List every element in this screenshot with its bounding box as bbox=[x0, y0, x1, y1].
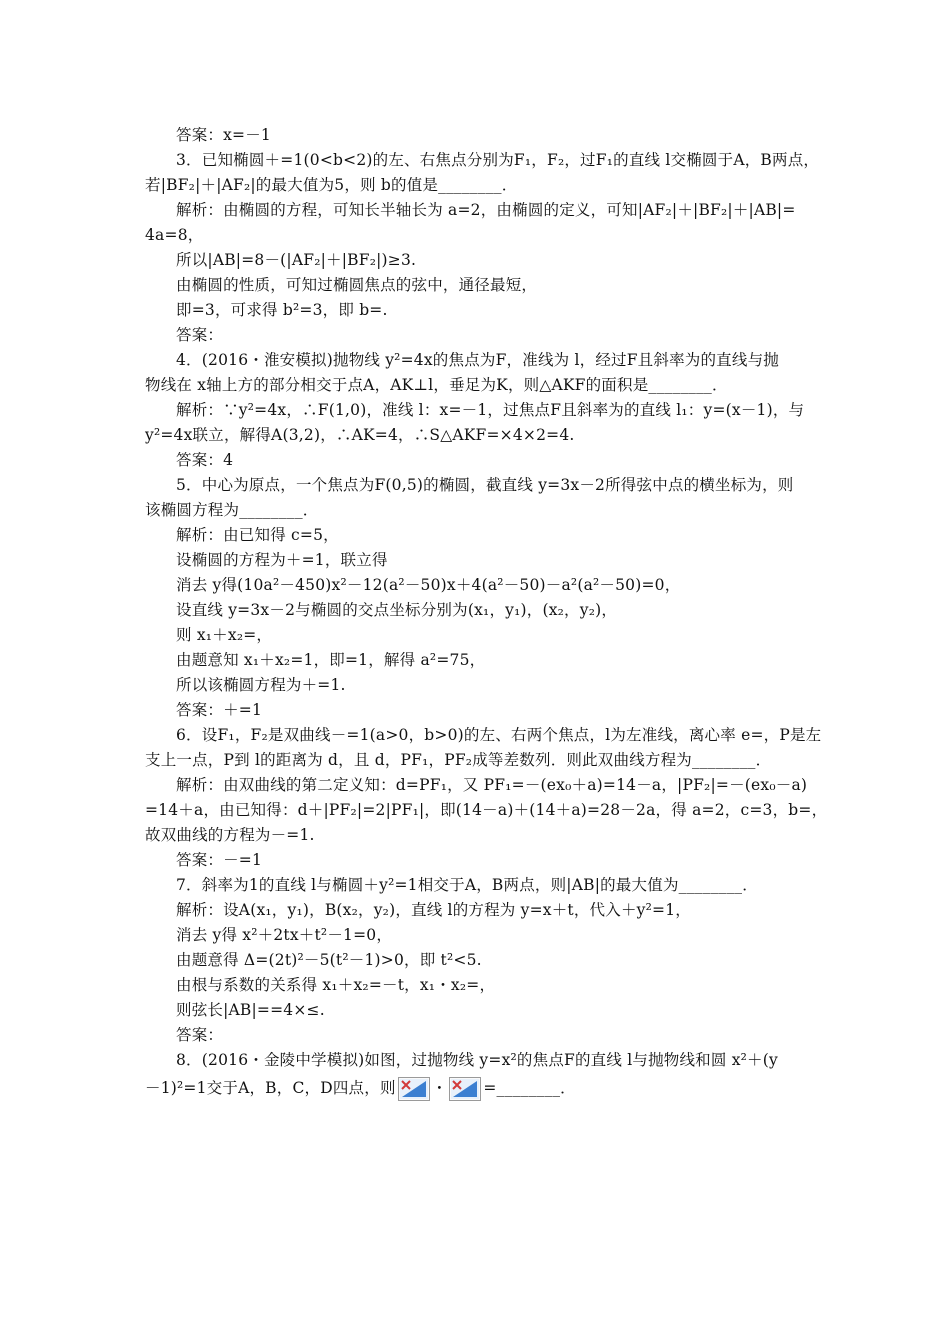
text-line: 5．中心为原点，一个焦点为F(0,5)的椭圆，截直线 y=3x－2所得弦中点的横坐标为，则 bbox=[176, 476, 794, 494]
text-line: 则 x₁＋x₂=， bbox=[176, 626, 273, 644]
text-line: 所以该椭圆方程为＋=1. bbox=[176, 676, 346, 694]
text-line: 答案：－=1 bbox=[176, 851, 263, 869]
text-line: 设椭圆的方程为＋=1，联立得 bbox=[176, 551, 388, 569]
text-line: 该椭圆方程为________． bbox=[145, 501, 319, 519]
text-line: 支上一点，P到 l的距离为 d，且 d，PF₁，PF₂成等差数列．则此双曲线方程为________． bbox=[145, 751, 772, 769]
image-placeholder-icon bbox=[449, 1077, 481, 1101]
text-line: 答案：＋=1 bbox=[176, 701, 263, 719]
text-segment: －1)²=1交于A，B，C，D四点，则 bbox=[145, 1079, 396, 1097]
text-line: 故双曲线的方程为－=1. bbox=[145, 826, 315, 844]
text-line: 由题意得 Δ=(2t)²－5(t²－1)>0，即 t²<5. bbox=[176, 951, 482, 969]
text-line: 4a=8， bbox=[145, 226, 204, 244]
text-line: 答案：x=－1 bbox=[176, 126, 271, 144]
text-segment: =________． bbox=[483, 1079, 576, 1097]
text-line: 消去 y得 x²＋2tx＋t²－1=0， bbox=[176, 926, 393, 944]
text-line: 解析：∵y²=4x，∴F(1,0)，准线 l：x=－1，过焦点F且斜率为的直线 l₁：y=(x－1)，与 bbox=[176, 401, 805, 419]
text-line: 物线在 x轴上方的部分相交于点A，AK⊥l，垂足为K，则△AKF的面积是________． bbox=[145, 376, 728, 394]
text-line: 答案： bbox=[176, 1026, 224, 1044]
text-line: 解析：由双曲线的第二定义知：d=PF₁，又 PF₁=－(ex₀＋a)=14－a，|PF₂|=－(ex₀－a) bbox=[176, 776, 808, 794]
text-line: 则弦长|AB|==4×≤. bbox=[176, 1001, 325, 1019]
text-line: =14＋a，由已知得：d＋|PF₂|=2|PF₁|，即(14－a)＋(14＋a)=28－2a，得 a=2，c=3，b=， bbox=[145, 801, 828, 819]
text-line: 即=3，可求得 b²=3，即 b=. bbox=[176, 301, 388, 319]
text-line: 消去 y得(10a²－450)x²－12(a²－50)x＋4(a²－50)－a²(a²－50)=0， bbox=[176, 576, 681, 594]
text-line: 6．设F₁，F₂是双曲线－=1(a>0，b>0)的左、右两个焦点，l为左准线，离心率 e=，P是左 bbox=[176, 726, 822, 744]
text-segment: ・ bbox=[431, 1079, 448, 1097]
image-placeholder-icon bbox=[398, 1077, 430, 1101]
text-line: 解析：设A(x₁，y₁)，B(x₂，y₂)，直线 l的方程为 y=x＋t，代入＋y²=1， bbox=[176, 901, 691, 919]
text-line-last bbox=[145, 1076, 576, 1101]
text-line: 设直线 y=3x－2与椭圆的交点坐标分别为(x₁，y₁)，(x₂，y₂)， bbox=[176, 601, 618, 619]
text-line: 由根与系数的关系得 x₁＋x₂=－t，x₁・x₂=， bbox=[176, 976, 496, 994]
text-line: 答案：4 bbox=[176, 451, 234, 469]
text-line: 4．(2016・淮安模拟)抛物线 y²=4x的焦点为F，准线为 l，经过F且斜率为的直线与抛 bbox=[176, 351, 779, 369]
text-line: y²=4x联立，解得A(3,2)，∴AK=4，∴S△AKF=×4×2=4. bbox=[145, 426, 575, 444]
text-line: 8．(2016・金陵中学模拟)如图，过抛物线 y=x²的焦点F的直线 l与抛物线和圆 x²＋(y bbox=[176, 1051, 778, 1069]
text-line: 3．已知椭圆＋=1(0<b<2)的左、右焦点分别为F₁，F₂，过F₁的直线 l交椭圆于A，B两点， bbox=[176, 151, 820, 169]
text-line: 由椭圆的性质，可知过椭圆焦点的弦中，通径最短， bbox=[176, 276, 538, 294]
text-line: 解析：由已知得 c=5， bbox=[176, 526, 339, 544]
text-line: 答案： bbox=[176, 326, 224, 344]
text-line: 由题意知 x₁＋x₂=1，即=1，解得 a²=75， bbox=[176, 651, 486, 669]
text-line: 所以|AB|=8－(|AF₂|＋|BF₂|)≥3. bbox=[176, 251, 417, 269]
text-line: 7．斜率为1的直线 l与椭圆＋y²=1相交于A，B两点，则|AB|的最大值为________． bbox=[176, 876, 758, 894]
text-line: 若|BF₂|＋|AF₂|的最大值为5，则 b的值是________． bbox=[145, 176, 518, 194]
text-line: 解析：由椭圆的方程，可知长半轴长为 a=2，由椭圆的定义，可知|AF₂|＋|BF₂|＋|AB|= bbox=[176, 201, 796, 219]
